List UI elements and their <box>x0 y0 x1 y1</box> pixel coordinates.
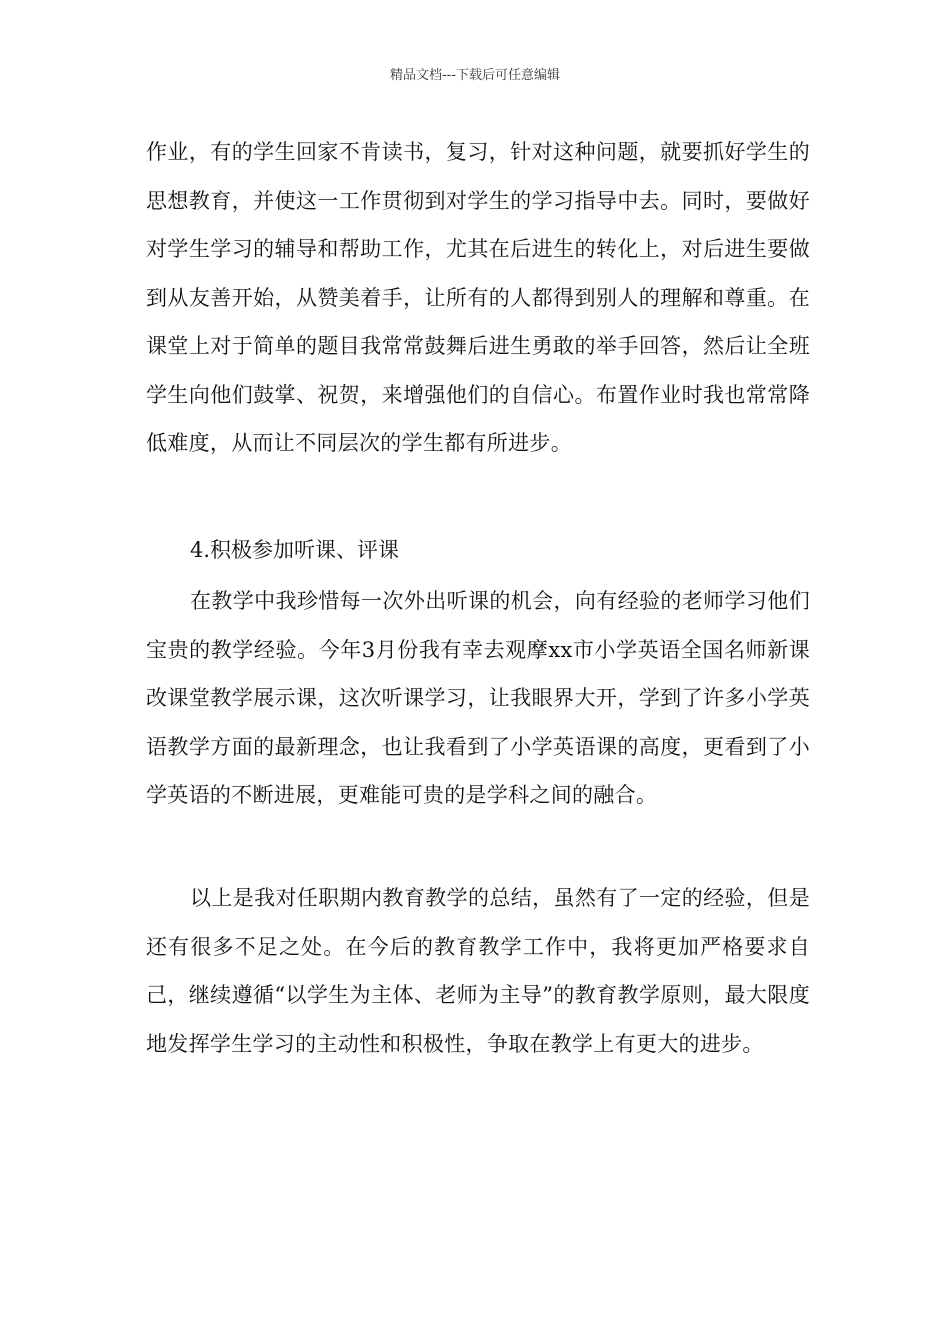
section-heading: 4.积极参加听课、评课 <box>190 538 400 562</box>
paragraph-text: 作业，有的学生回家不肯读书，复习，针对这种问题，就要抓好学生的思想教育，并使这一工作贯彻到对学生的学习指导中去。同时，要做好对学生学习的辅导和帮助工作，尤其在后进生的转化上，对后进生要做到从友善开始，从赞美着手，让所有的人都得到别人的理解和尊重。在课堂上对于简单的题目我常常鼓舞后进生勇敢的举手回答，然后让全班学生向他们鼓掌、祝贺，来增强他们的自信心。布置作业时我也常常降低难度，从而让不同层次的学生都有所进步。 <box>146 140 810 455</box>
paragraph-homework <box>146 128 810 468</box>
page-header: 精品文档---下载后可任意编辑 <box>389 68 561 83</box>
paragraph-observation <box>146 577 810 820</box>
paragraph-summary <box>146 874 810 1068</box>
paragraph-text: 以上是我对任职期内教育教学的总结，虽然有了一定的经验，但是还有很多不足之处。在今后的教育教学工作中，我将更加严格要求自己，继续遵循“以学生为主体、老师为主导”的教育教学原则，最大限度地发挥学生学习的主动性和积极性，争取在教学上有更大的进步。 <box>146 886 810 1056</box>
paragraph-text: 在教学中我珍惜每一次外出听课的机会，向有经验的老师学习他们宝贵的教学经验。今年3月份我有幸去观摩xx市小学英语全国名师新课改课堂教学展示课，这次听课学习，让我眼界大开，学到了许多小学英语教学方面的最新理念，也让我看到了小学英语课的高度，更看到了小学英语的不断进展，更难能可贵的是学科之间的融合。 <box>146 589 810 807</box>
